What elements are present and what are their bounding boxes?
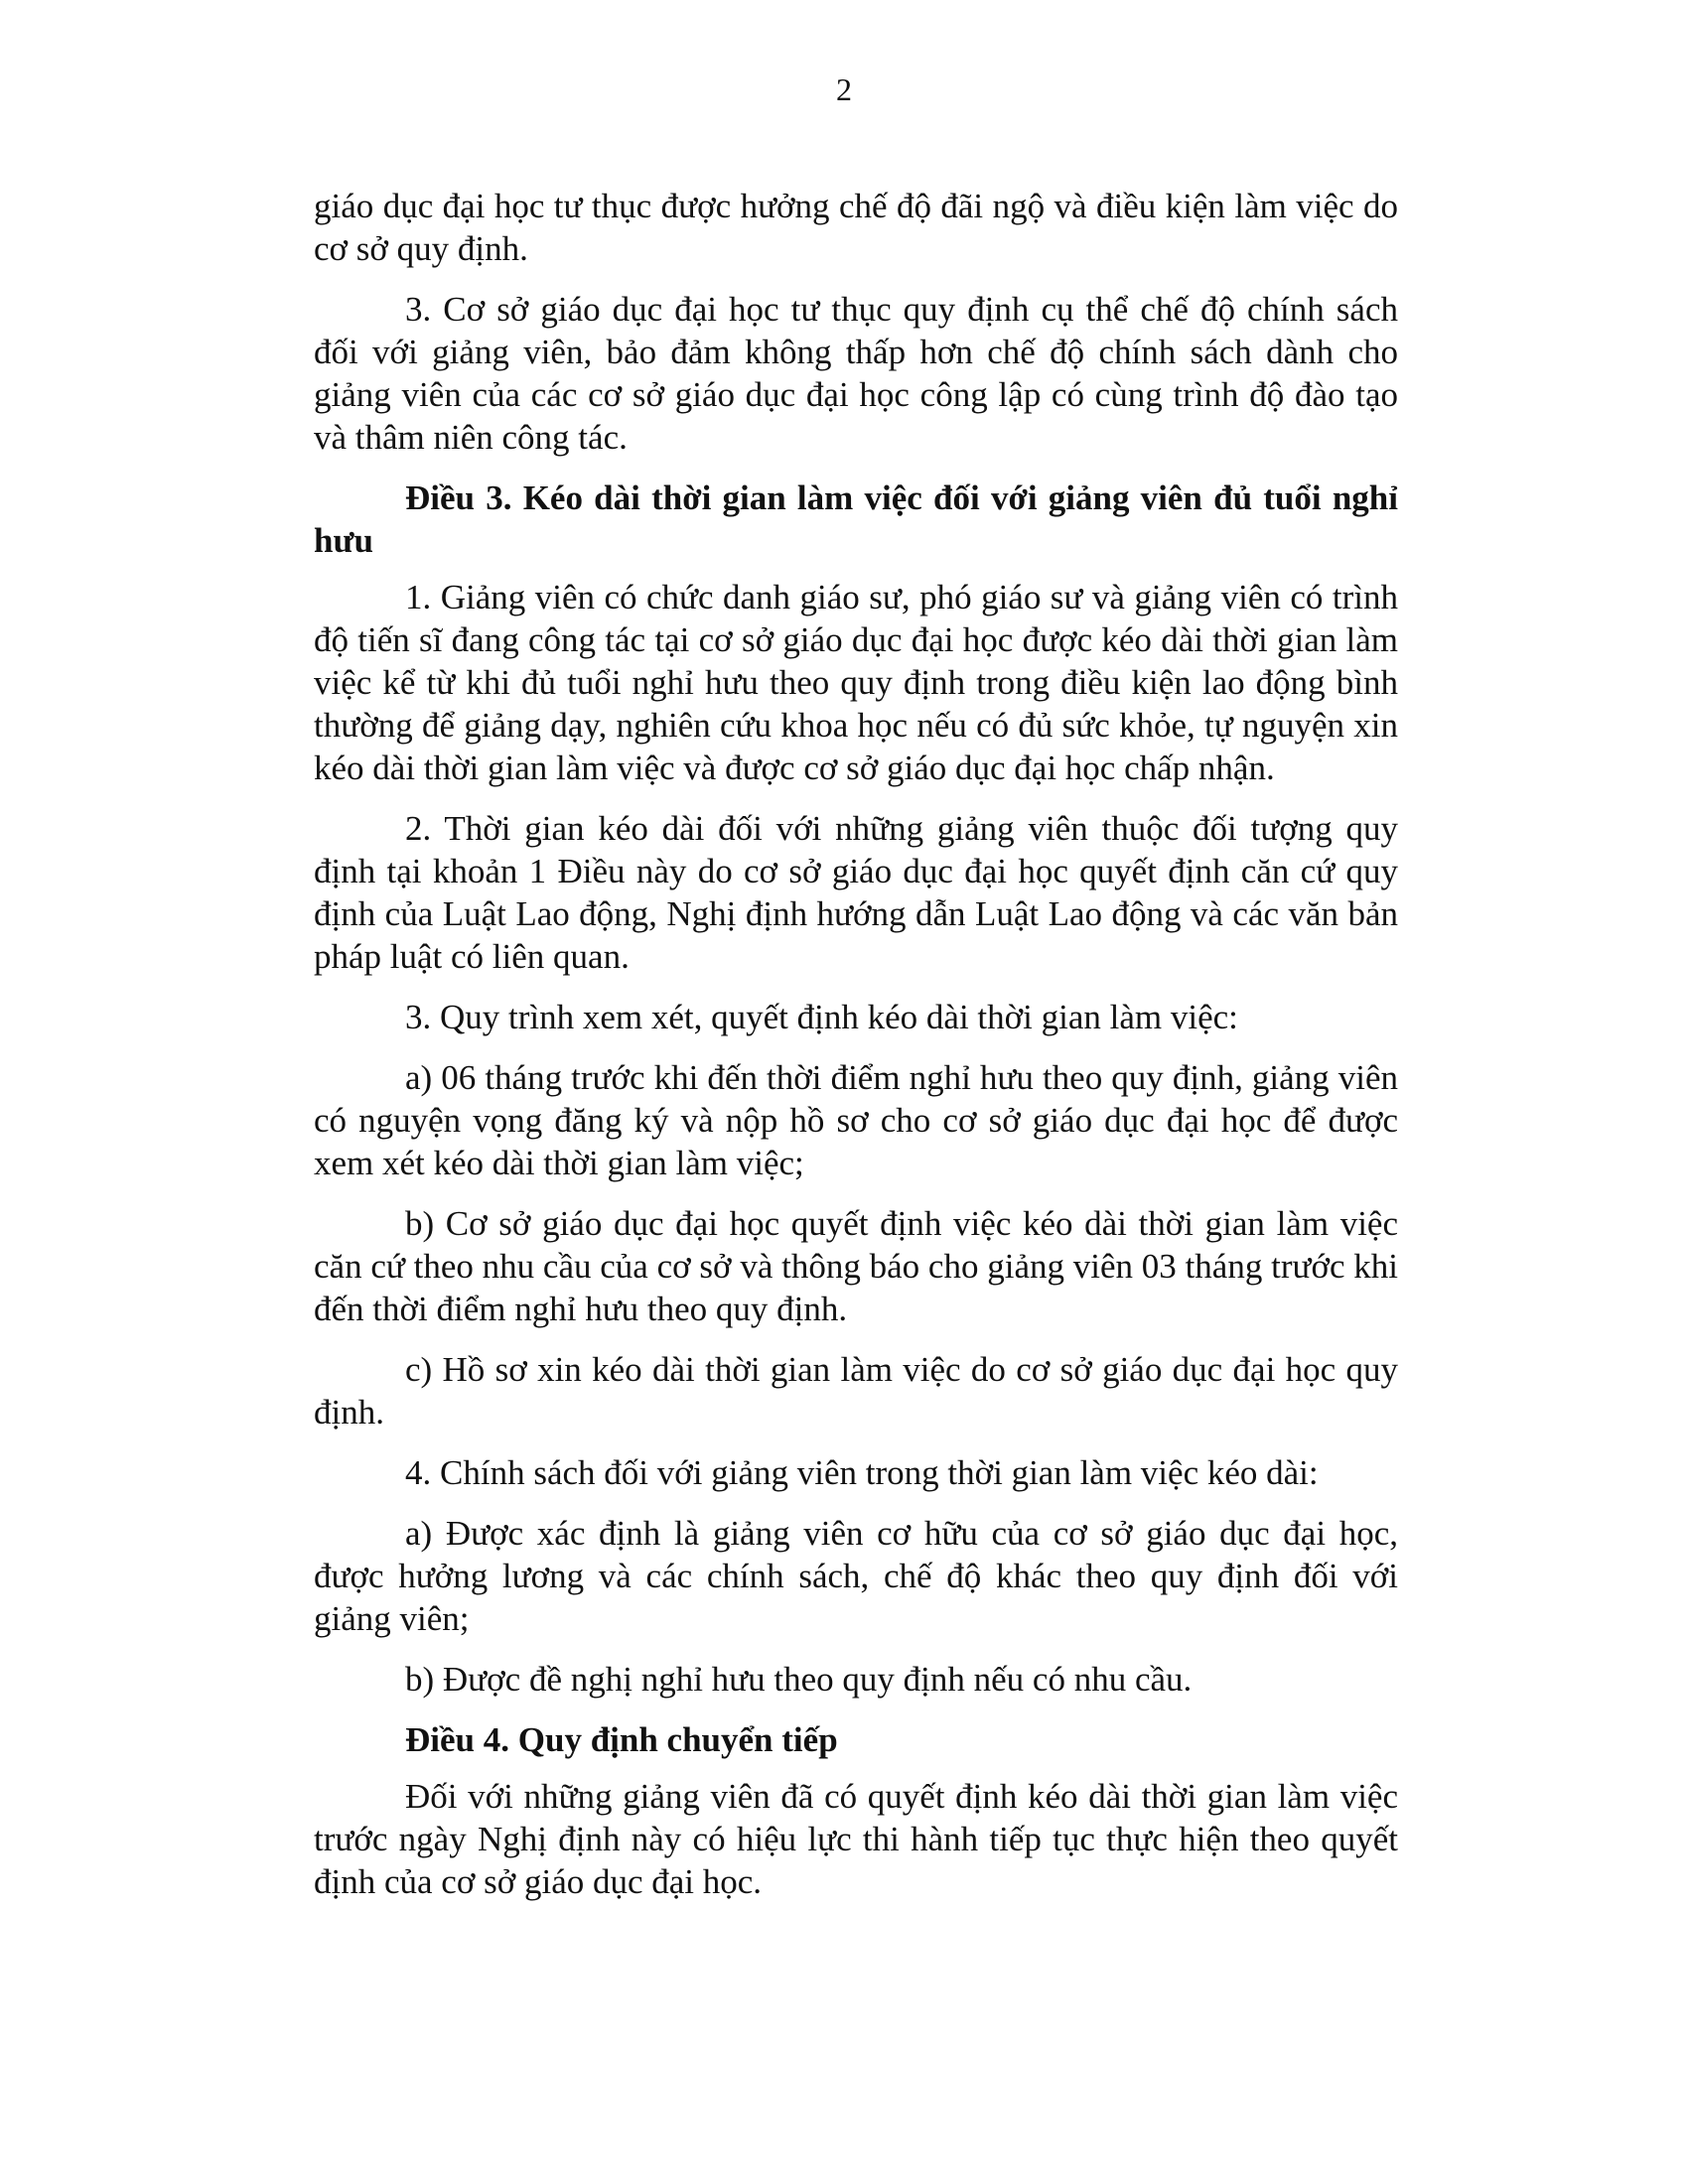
paragraph-clause-4-point-b: b) Được đề nghị nghỉ hưu theo quy định nếu có nhu cầu. bbox=[405, 1660, 1193, 1699]
paragraph-clause-3-point-c: c) Hồ sơ xin kéo dài thời gian làm việc do cơ sở giáo dục đại học quy định. bbox=[314, 1350, 1398, 1432]
paragraph-article-3-clause-1: 1. Giảng viên có chức danh giáo sư, phó giáo sư và giảng viên có trình độ tiến sĩ đang công tác tại cơ sở giáo dục đại học được kéo dài thời gian làm việc kể từ khi đủ tuổi nghỉ hưu theo quy định trong điều kiện lao động bình thường để giảng dạy, nghiên cứu khoa học nếu có đủ sức khỏe, tự nguyện xin kéo dài thời gian làm việc và được cơ sở giáo dục đại học chấp nhận. bbox=[314, 578, 1398, 787]
paragraph-clause-4-point-a: a) Được xác định là giảng viên cơ hữu của cơ sở giáo dục đại học, được hưởng lương và các chính sách, chế độ khác theo quy định đối với giảng viên; bbox=[314, 1514, 1398, 1638]
document-body bbox=[314, 185, 1398, 1921]
paragraph-clause-3: 3. Cơ sở giáo dục đại học tư thục quy định cụ thể chế độ chính sách đối với giảng viên, bảo đảm không thấp hơn chế độ chính sách dành cho giảng viên của các cơ sở giáo dục đại học công lập có cùng trình độ đào tạo và thâm niên công tác. bbox=[314, 290, 1398, 457]
page-number: 2 bbox=[836, 71, 852, 107]
paragraph-article-3-clause-2: 2. Thời gian kéo dài đối với những giảng viên thuộc đối tượng quy định tại khoản 1 Điều này do cơ sở giáo dục đại học quyết định căn cứ quy định của Luật Lao động, Nghị định hướng dẫn Luật Lao động và các văn bản pháp luật có liên quan. bbox=[314, 809, 1398, 976]
paragraph-continuation: giáo dục đại học tư thục được hưởng chế độ đãi ngộ và điều kiện làm việc do cơ sở quy định. bbox=[314, 187, 1398, 268]
paragraph-clause-3-point-a: a) 06 tháng trước khi đến thời điểm nghỉ hưu theo quy định, giảng viên có nguyện vọng đăng ký và nộp hồ sơ cho cơ sở giáo dục đại học để được xem xét kéo dài thời gian làm việc; bbox=[314, 1058, 1398, 1182]
paragraph-article-3-clause-4: 4. Chính sách đối với giảng viên trong thời gian làm việc kéo dài: bbox=[405, 1453, 1319, 1492]
paragraph-article-3-clause-3: 3. Quy trình xem xét, quyết định kéo dài thời gian làm việc: bbox=[405, 998, 1238, 1036]
paragraph-article-4: Đối với những giảng viên đã có quyết định kéo dài thời gian làm việc trước ngày Nghị định này có hiệu lực thi hành tiếp tục thực hiện theo quyết định của cơ sở giáo dục đại học. bbox=[314, 1777, 1398, 1901]
article-4-heading: Điều 4. Quy định chuyển tiếp bbox=[405, 1720, 838, 1759]
paragraph-clause-3-point-b: b) Cơ sở giáo dục đại học quyết định việc kéo dài thời gian làm việc căn cứ theo nhu cầu của cơ sở và thông báo cho giảng viên 03 tháng trước khi đến thời điểm nghỉ hưu theo quy định. bbox=[314, 1204, 1398, 1328]
article-3-heading: Điều 3. Kéo dài thời gian làm việc đối với giảng viên đủ tuổi nghỉ hưu bbox=[314, 478, 1398, 560]
